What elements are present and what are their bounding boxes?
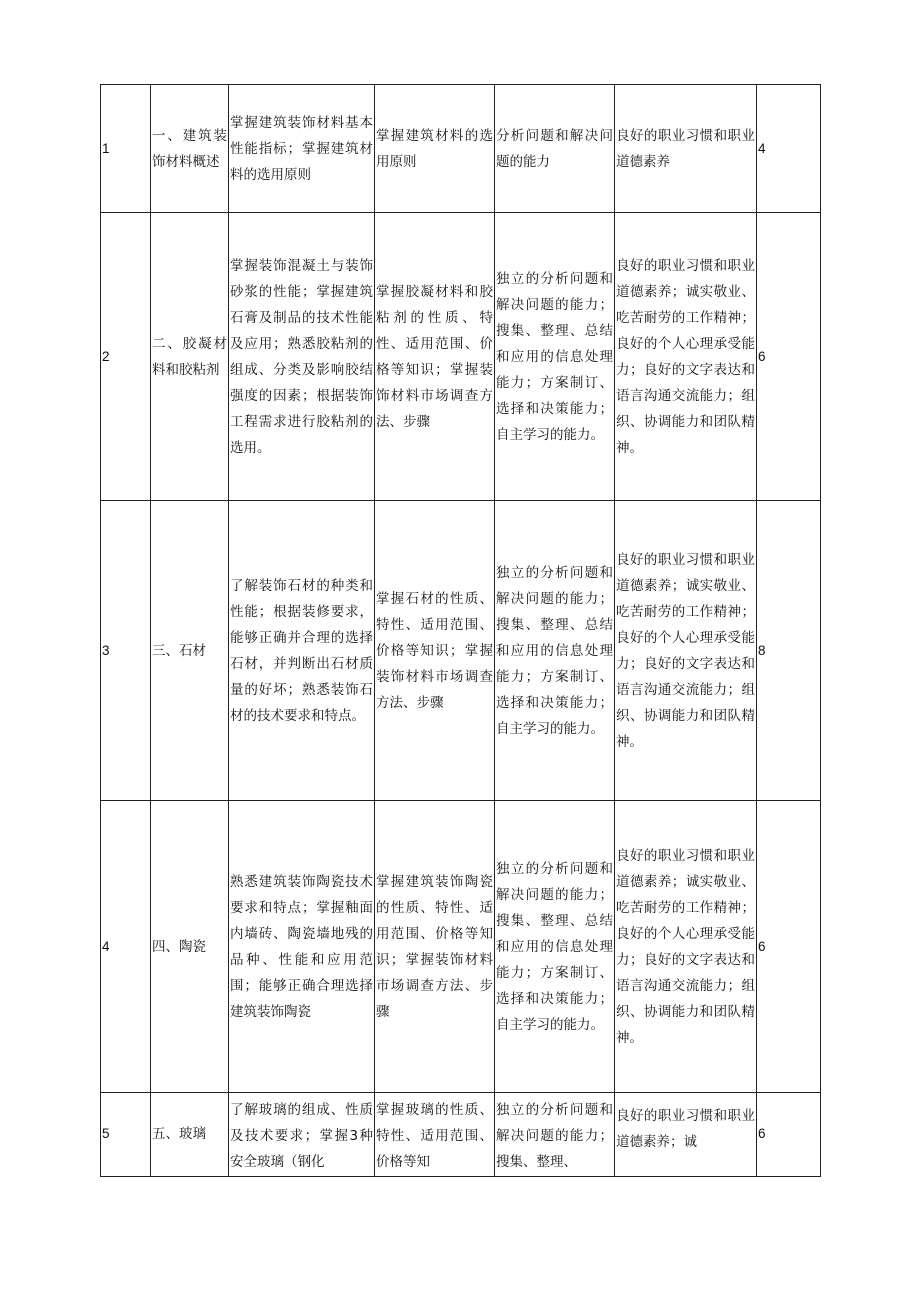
row-number: 5 xyxy=(101,1093,151,1177)
knowledge-cell: 了解玻璃的组成、性质及技术要求；掌握3种安全玻璃（钢化 xyxy=(229,1093,375,1177)
quality-cell: 良好的职业习惯和职业道德素养；诚实敬业、吃苦耐劳的工作精神；良好的个人心理承受能力；良好的文字表达和语言沟通交流能力；组织、协调能力和团队精神。 xyxy=(615,801,757,1093)
knowledge-cell: 掌握建筑装饰材料基本性能指标；掌握建筑材料的选用原则 xyxy=(229,85,375,213)
unit-title: 二、胶凝材料和胶粘剂 xyxy=(151,213,229,501)
skill-cell: 掌握建筑材料的选用原则 xyxy=(375,85,495,213)
quality-cell: 良好的职业习惯和职业道德素养；诚 xyxy=(615,1093,757,1177)
table-row xyxy=(101,213,821,501)
skill-cell: 掌握胶凝材料和胶粘剂的性质、特性、适用范围、价格等知识；掌握装饰材料市场调查方法、步骤 xyxy=(375,213,495,501)
quality-cell: 良好的职业习惯和职业道德素养；诚实敬业、吃苦耐劳的工作精神；良好的个人心理承受能力；良好的文字表达和语言沟通交流能力；组织、协调能力和团队精神。 xyxy=(615,213,757,501)
unit-title: 三、石材 xyxy=(151,501,229,801)
table-row xyxy=(101,85,821,213)
table-row xyxy=(101,501,821,801)
hours-cell: 4 xyxy=(757,85,821,213)
row-number: 1 xyxy=(101,85,151,213)
row-number: 3 xyxy=(101,501,151,801)
quality-cell: 良好的职业习惯和职业道德素养；诚实敬业、吃苦耐劳的工作精神；良好的个人心理承受能力；良好的文字表达和语言沟通交流能力；组织、协调能力和团队精神。 xyxy=(615,501,757,801)
course-content-table xyxy=(100,84,821,1177)
hours-cell: 6 xyxy=(757,801,821,1093)
quality-cell: 良好的职业习惯和职业道德素养 xyxy=(615,85,757,213)
ability-cell: 分析问题和解决问题的能力 xyxy=(495,85,615,213)
hours-cell: 6 xyxy=(757,213,821,501)
knowledge-cell: 熟悉建筑装饰陶瓷技术要求和特点；掌握釉面内墙砖、陶瓷墙地残的品种、性能和应用范围；能够正确合理选择建筑装饰陶瓷 xyxy=(229,801,375,1093)
skill-cell: 掌握石材的性质、特性、适用范围、价格等知识；掌握装饰材料市场调查方法、步骤 xyxy=(375,501,495,801)
hours-cell: 6 xyxy=(757,1093,821,1177)
skill-cell: 掌握建筑装饰陶瓷的性质、特性、适用范围、价格等知识；掌握装饰材料市场调查方法、步骤 xyxy=(375,801,495,1093)
knowledge-cell: 了解装饰石材的种类和性能；根据装修要求，能够正确并合理的选择石材，并判断出石材质量的好坏；熟悉装饰石材的技术要求和特点。 xyxy=(229,501,375,801)
ability-cell: 独立的分析问题和解决问题的能力；搜集、整理、总结和应用的信息处理能力；方案制订、选择和决策能力；自主学习的能力。 xyxy=(495,501,615,801)
unit-title: 五、玻璃 xyxy=(151,1093,229,1177)
skill-cell: 掌握玻璃的性质、特性、适用范围、价格等知 xyxy=(375,1093,495,1177)
hours-cell: 8 xyxy=(757,501,821,801)
row-number: 4 xyxy=(101,801,151,1093)
ability-cell: 独立的分析问题和解决问题的能力；搜集、整理、总结和应用的信息处理能力；方案制订、选择和决策能力；自主学习的能力。 xyxy=(495,801,615,1093)
ability-cell: 独立的分析问题和解决问题的能力；搜集、整理、总结和应用的信息处理能力；方案制订、选择和决策能力；自主学习的能力。 xyxy=(495,213,615,501)
unit-title: 一、建筑装饰材料概述 xyxy=(151,85,229,213)
unit-title: 四、陶瓷 xyxy=(151,801,229,1093)
row-number: 2 xyxy=(101,213,151,501)
ability-cell: 独立的分析问题和解决问题的能力；搜集、整理、 xyxy=(495,1093,615,1177)
table-row xyxy=(101,1093,821,1177)
table-row xyxy=(101,801,821,1093)
knowledge-cell: 掌握装饰混凝土与装饰砂浆的性能；掌握建筑石膏及制品的技术性能及应用；熟悉胶粘剂的组成、分类及影响胶结强度的因素；根据装饰工程需求进行胶粘剂的选用。 xyxy=(229,213,375,501)
